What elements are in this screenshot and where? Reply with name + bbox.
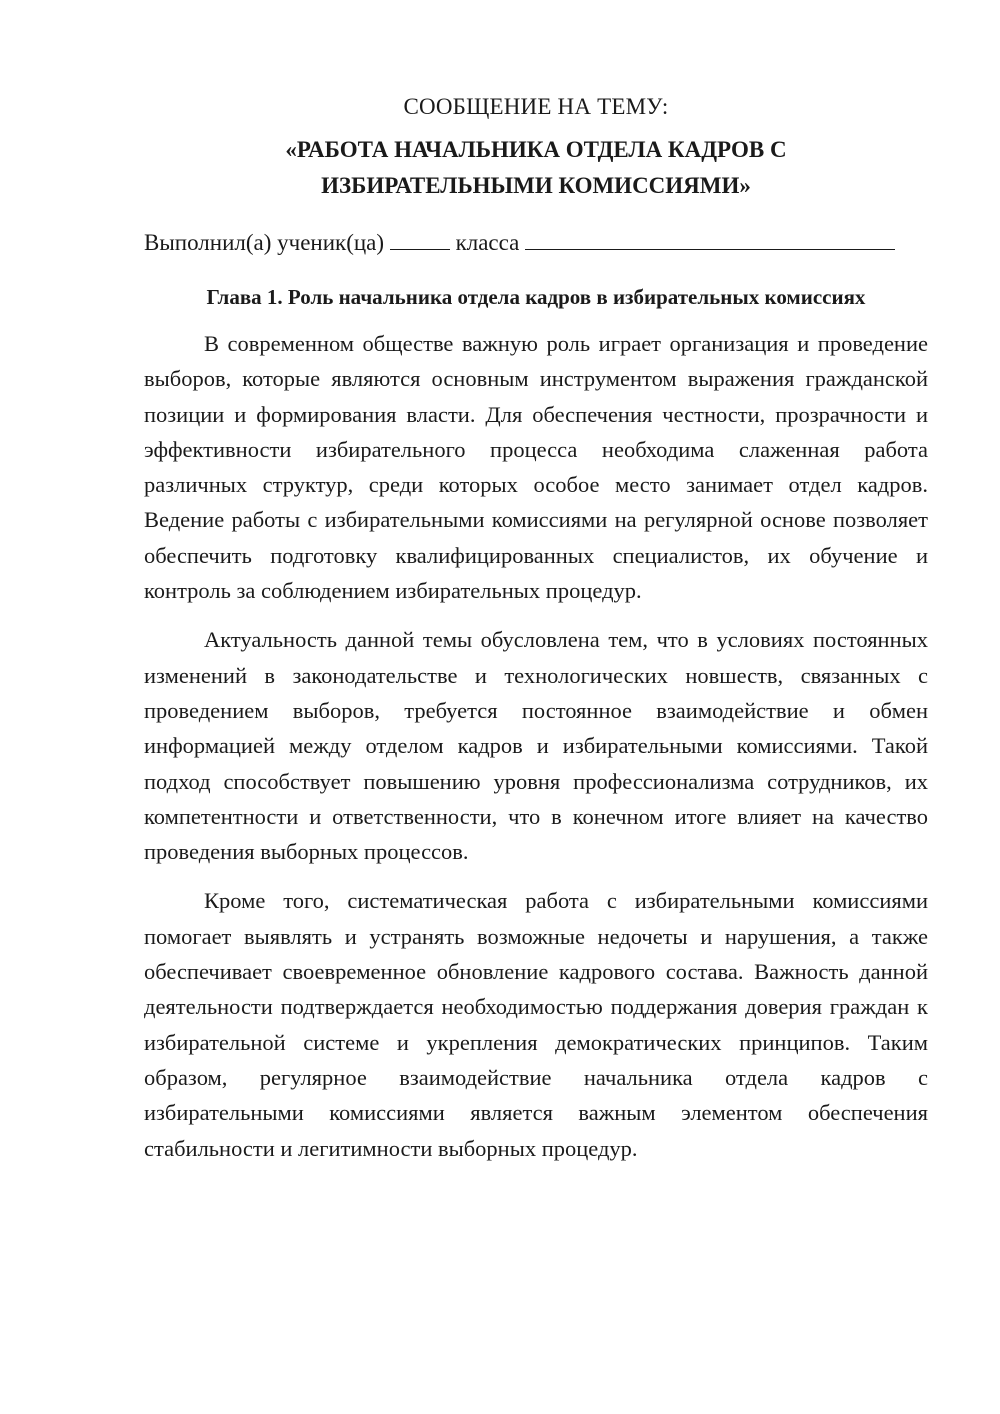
document-page [144,90,928,1166]
paragraph-2: Актуальность данной темы обусловлена тем, что в условиях постоянных изменений в законодательстве и технологических новшеств, связанных с проведением выборов, требуется постоянное взаимодействие и обмен информацией между отделом кадров и избирательными комиссиями. Такой подход способствует повышению уровня профессионализма сотрудников, их компетентности и ответственности, что в конечном итоге влияет на качество проведения выборных процессов. [144,627,928,865]
author-label: Выполнил(а) ученик(ца) [144,230,385,255]
report-title-line-2: ИЗБИРАТЕЛЬНЫМИ КОМИССИЯМИ» [321,173,751,198]
paragraph-3: Кроме того, систематическая работа с избирательными комиссиями помогает выявлять и устранять возможные недочеты и нарушения, а также обеспечивает своевременное обновление кадрового состава. Важность данной деятельности подтверждается необходимостью поддержания доверия граждан к избирательной системе и укрепления демократических принципов. Таким образом, регулярное взаимодействие начальника отдела кадров с избирательными комиссиями является важным элементом обеспечения стабильности и легитимности выборных процедур. [144,888,928,1161]
report-title [144,132,928,204]
class-label: класса [455,230,520,255]
paragraph-1: В современном обществе важную роль играет организация и проведение выборов, которые являются основным инструментом выражения гражданской позиции и формирования власти. Для обеспечения честности, прозрачности и эффективности избирательного процесса необходима слаженная работа различных структур, среди которых особое место занимает отдел кадров. Ведение работы с избирательными комиссиями на регулярной основе позволяет обеспечить подготовку квалифицированных специалистов, их обучение и контроль за соблюдением избирательных процедур. [144,331,928,604]
author-line [144,226,928,260]
chapter-title: Глава 1. Роль начальника отдела кадров в избирательных комиссиях [206,285,866,309]
report-title-line-1: «РАБОТА НАЧАЛЬНИКА ОТДЕЛА КАДРОВ С [285,137,787,162]
class-number-blank [390,227,450,250]
report-heading: СООБЩЕНИЕ НА ТЕМУ: [403,94,669,119]
student-name-blank [525,227,895,250]
